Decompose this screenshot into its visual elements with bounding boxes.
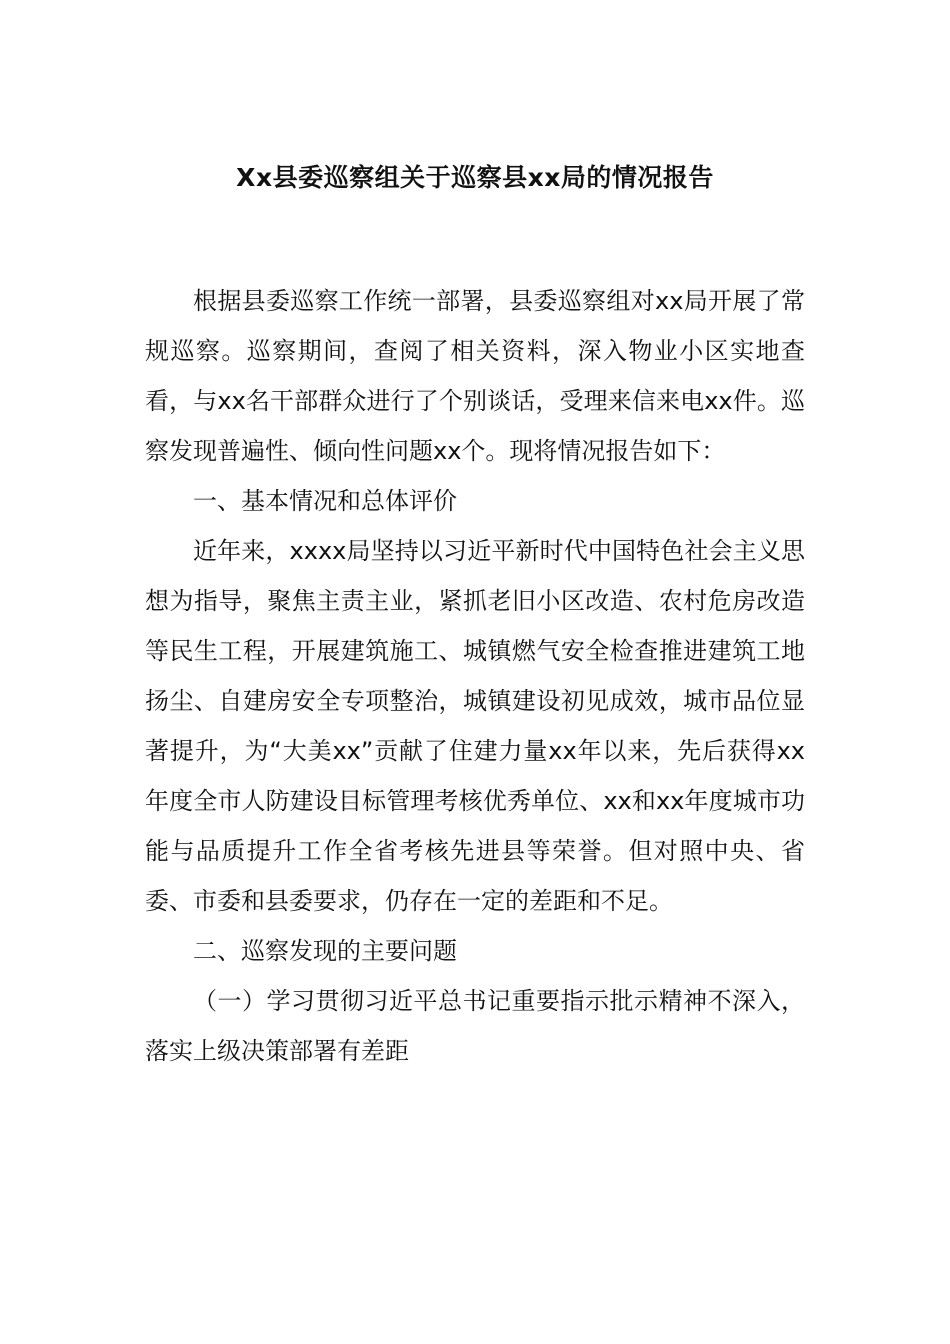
section-1-paragraph: 近年来，xxxx局坚持以习近平新时代中国特色社会主义思想为指导，聚焦主责主业，紧抓老旧小区改造、农村危房改造等民生工程，开展建筑施工、城镇燃气安全检查推进建筑工地扬尘、自建房安全专项整治，城镇建设初见成效，城市品位显著提升，为“大美xx”贡献了住建力量xx年以来，先后获得xx年度全市人防建设目标管理考核优秀单位、xx和xx年度城市功能与品质提升工作全省考核先进县等荣誉。但对照中央、省委、市委和县委要求，仍存在一定的差距和不足。 bbox=[145, 537, 805, 915]
document-body bbox=[145, 276, 805, 1076]
document-title: Xx县委巡察组关于巡察县xx局的情况报告 bbox=[236, 163, 714, 192]
section-2-heading: 二、巡察发现的主要问题 bbox=[193, 937, 457, 965]
section-2-subheading-1: （一）学习贯彻习近平总书记重要指示批示精神不深入，落实上级决策部署有差距 bbox=[145, 987, 805, 1065]
intro-paragraph: 根据县委巡察工作统一部署，县委巡察组对xx局开展了常规巡察。巡察期间，查阅了相关资料，深入物业小区实地查看，与xx名干部群众进行了个别谈话，受理来信来电xx件。巡察发现普遍性、倾向性问题xx个。现将情况报告如下： bbox=[145, 287, 805, 465]
section-1-heading: 一、基本情况和总体评价 bbox=[193, 487, 457, 515]
